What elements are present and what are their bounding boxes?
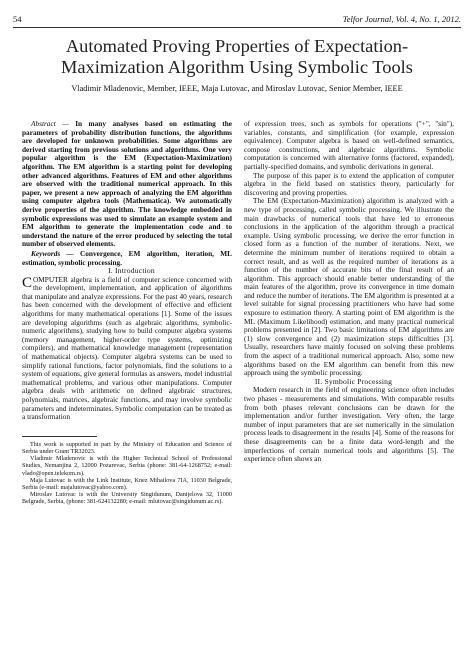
footnote: Vladimir Mladenovic is with the Higher Technical School of Professional Studies, Nemanjina 2, 12000 Pozarevac, Serbia (phone: 381-64-1268752; e-mail: vlado@open.telekom.rs). [22,455,232,477]
abstract [22,120,232,249]
journal-header: Telfor Journal, Vol. 4, No. 1, 2012. [342,14,461,24]
keywords-text: Convergence, EM algorithm, iteration, ML estimation, symbolic processing. [22,248,233,267]
drop-cap: C [22,274,33,291]
footnote: Maja Lutovac is with the Link Institute, Knez Mihailova 7IA, 11030 Belgrade, Serbia (e-mail: majalutovac@yahoo.com). [22,476,232,491]
left-column [22,120,232,506]
author-line: Vladimir Mladenovic, Member, IEEE, Maja Lutovac, and Miroslav Lutovac, Senior Member, IEEE [71,84,403,93]
body-paragraph: The EM (Expectation-Maximization) algorithm is analyzed with a new type of processing, called symbolic processing. We illustrate the main drawbacks of numerical tools that have led to erroneous conclusions in the application of the algorithm through a practical example. Using symbolic processing, we derive the error function in closed form as a function of the number of iterations. Next, we determine the minimum number of iterations required to obtain a correct result, and as well as the required number of iterations as a function of the number of accurate bits of the final result of an algorithm. This approach should enable better understanding of the main features of the algorithm, prove its convergence in time domain and reduce the number of iterations. The EM algorithm is presented at a level suitable for signal processing practitioners who have had some exposure to estimation theory. A starting point of EM algorithm is the ML (Maximum Likelihood) estimation, and many practical numerical problems presented in [2]. Two basic limitations of EM algorithms are (1) slow convergence and (2) maximization steps difficulties [3]. Usually, researchers have mainly focused on solving these problems from the aspect of a traditional numerical approach. Also, some new algorithms based on the EM algorithm can benefit from this new approach using the symbolic processing. [244,196,454,378]
body-paragraph: The purpose of this paper is to extend the application of computer algebra in the field based on statistics theory, particularly for discovering and proving properties. [244,170,454,197]
footnotes [22,441,232,506]
section-heading-symbolic-processing: II. Symbolic Processing [314,376,393,386]
keywords [22,250,232,267]
section-heading-introduction: I. Introduction [108,266,155,276]
abstract-label: Abstract — [31,119,69,128]
intro-text: OMPUTER algebra is a field of computer science concerned with the development, implementation, and application of algorithms that manipulate and analyze expressions. For the past 40 years, research has been concerned with the development of effective and efficient algorithms for many mathematical operations [1]. Some of the issues are developing algorithms (such as algebraic algorithms, symbolic-numeric algorithms), studying how to build computer algebra systems (memory management, higher-order type systems, optimizing compilers), and mathematical knowledge management (representation of mathematical objects). Computer algebra systems can be used to simplify rational functions, factor polynomials, find the solutions to a system of equations, give general formulas as answers, model industrial mathematical problems, and various other manipulations. Computer algebra deals with arithmetic on defined algebraic structures, polynomials, matrices, algebraic functions, and may involve symbolic parameters and indeterminates. Symbolic computation can be treated as a transformation [22,274,232,422]
footnote: Miroslav Lutovac is with the University Singidunum, Danijelova 32, 11000 Belgrade, Serbia, (phone: 381-624132280; e-mail: mlutovac@singidunum.ac.rs). [22,491,232,506]
intro-paragraph [22,276,232,422]
page-number: 54 [13,14,22,24]
abstract-text: In many analyses based on estimating the parameters of probability distribution functions, the algorithms are developed for unknown probabilities. Some algorithms are derived starting from previous solutions and algorithms. One very popular algorithm is the EM (Expectation-Maximization) algorithm. The EM algorithm is a starting point for developing other advanced algorithms. Features of EM and other algorithms are observed with the traditional numerical approach. In this paper, we present a new approach of analyzing the EM algorithm using computer algebra tools (Mathematica). We automatically derive properties of the algorithm. The knowledge embedded in symbolic expressions was used to simulate an example system and EM algorithm to generate the implementation code and to understand the nature of the error produced by selecting the total number of observed elements. [22,119,233,249]
footnote-rule [22,436,97,437]
paper-title: Automated Proving Properties of Expectation-Maximization Algorithm Using Symbolic Tools [61,36,413,77]
right-column [244,120,454,464]
body-paragraph: Modern research in the field of engineering science often includes two phases - measurements and simulations. With comparable results from both phases relevant conclusions can be drawn for the implementation and/or further investigation. Very often, the large number of input parameters that are set numerically in the simulation process leads to disagreement in the results [4]. Some of the reasons for these disagreements can be a finite data word-length and the imperfections of certain numerical tools and algorithms [5]. The experience often shows an [244,385,454,464]
header-rule [13,27,461,28]
footnote: This work is supported in part by the Ministry of Education and Science of Serbia under Grant TR32023. [22,440,232,455]
body-paragraph: of expression trees, such as symbols for operations ("+", "sin"), variables, constants, and simplification (for example, expression equivalence). Computer algebra is based on well-defined semantics, compose constructions, and algebraic algorithms. Symbolic computation is concerned with alternative forms (factored, expanded), partially-specified domains, and symbolic derivations in general. [244,119,454,171]
keywords-label: Keywords — [31,248,74,258]
